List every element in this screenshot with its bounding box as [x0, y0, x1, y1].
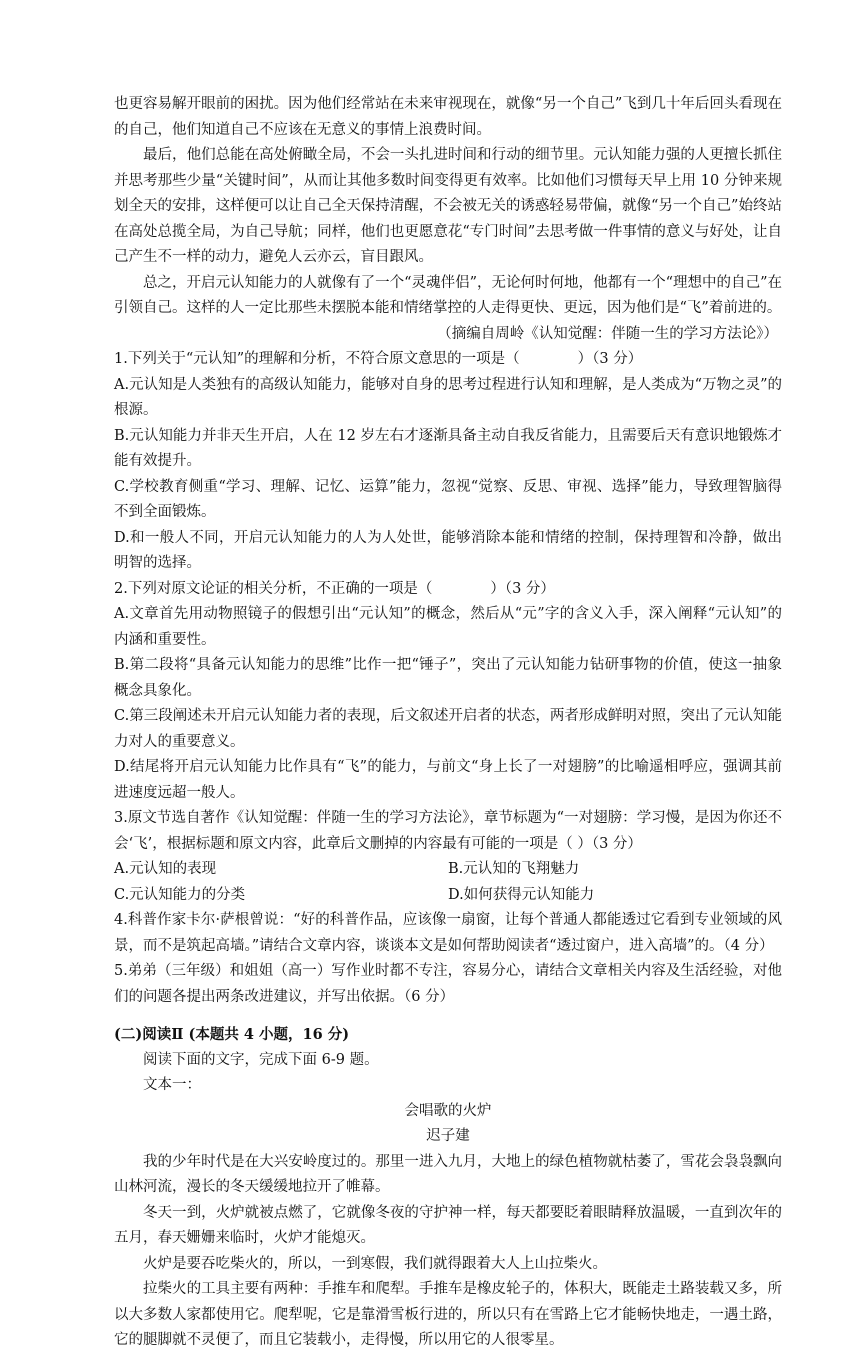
question-1-option-d: D.和一般人不同，开启元认知能力的人为人处世，能够消除本能和情绪的控制，保持理智和冷静，做出明智的选择。 [114, 529, 782, 571]
question-2-option-a: A.文章首先用动物照镜子的假想引出“元认知”的概念，然后从“元”字的含义入手，深入阐释“元认知”的内涵和重要性。 [114, 606, 782, 648]
question-1-option-c: C.学校教育侧重“学习、理解、记忆、运算”能力，忽视“觉察、反思、审视、选择”能力，导致理智脑得不到全面锻炼。 [114, 478, 782, 520]
question-4: 4.科普作家卡尔·萨根曾说：“好的科普作品，应该像一扇窗，让每个普通人都能透过它看到专业领域的风景，而不是筑起高墙。”请结合文章内容，谈谈本文是如何帮助阅读者“透过窗户，进入高墙”的。（4 分） [114, 912, 782, 954]
article-paragraph: 火炉是要吞吃柴火的，所以，一到寒假，我们就得跟着大人上山拉柴火。 [143, 1255, 607, 1272]
passage-paragraph: 总之，开启元认知能力的人就像有了一个“灵魂伴侣”，无论何时何地，他都有一个“理想中的自己”在引领自己。这样的人一定比那些未摆脱本能和情绪掌控的人走得更快、更远，因为他们是“飞”着前进的。 [114, 274, 782, 316]
question-2-stem: 2.下列对原文论证的相关分析，不正确的一项是（ ）（3 分） [114, 580, 555, 597]
question-3-options-row [114, 857, 782, 883]
section-heading: (二)阅读Ⅱ (本题共 4 小题，16 分) [114, 1026, 350, 1043]
question-3-stem: 3.原文节选自著作《认知觉醒：伴随一生的学习方法论》，章节标题为“一对翅膀：学习慢，是因为你还不会‘飞’，根据标题和原文内容，此章后文删掉的内容最有可能的一项是（ ）（3 分） [114, 810, 782, 852]
question-1-stem: 1.下列关于“元认知”的理解和分析，不符合原文意思的一项是（ ）（3 分） [114, 351, 643, 367]
question-2-option-c: C.第三段阐述未开启元认知能力者的表现，后文叙述开启者的状态，两者形成鲜明对照，突出了元认知能力对人的重要意义。 [114, 708, 782, 750]
question-5: 5.弟弟（三年级）和姐姐（高一）写作业时都不专注，容易分心，请结合文章相关内容及生活经验，对他们的问题各提出两条改进建议，并写出依据。（6 分） [114, 963, 782, 1005]
passage-paragraph: 最后，他们总能在高处俯瞰全局，不会一头扎进时间和行动的细节里。元认知能力强的人更擅长抓住并思考那些少量“关键时间”，从而让其他多数时间变得更有效率。比如他们习惯每天早上用 10 分钟来规划全天的安排，这样便可以让自己全天保持清醒，不会被无关的诱惑轻易带偏，就像“另一个自己”始终站在高处总揽全局，为自己导航；同样，他们也更愿意花“专门时间”去思考做一件事情的意义与好处，让自己产生不一样的动力，避免人云亦云，盲目跟风。 [114, 147, 782, 265]
question-1-option-b: B.元认知能力并非天生开启，人在 12 岁左右才逐渐具备主动自我反省能力，且需要后天有意识地锻炼才能有效提升。 [114, 427, 782, 469]
article-author: 迟子建 [426, 1128, 470, 1144]
article-paragraph: 冬天一到，火炉就被点燃了，它就像冬夜的守护神一样，每天都要眨着眼睛释放温暖，一直到次年的五月，春天姗姗来临时，火炉才能熄灭。 [114, 1204, 782, 1246]
section-instruction: 阅读下面的文字，完成下面 6-9 题。 [143, 1051, 379, 1068]
source-citation: （摘编自周岭《认知觉醒：伴随一生的学习方法论》） [437, 325, 778, 342]
question-1-option-a: A.元认知是人类独有的高级认知能力，能够对自身的思考过程进行认知和理解，是人类成为“万物之灵”的根源。 [114, 376, 782, 418]
document-page [114, 92, 782, 1354]
text-label: 文本一： [143, 1077, 201, 1093]
article-paragraph: 我的少年时代是在大兴安岭度过的。那里一进入九月，大地上的绿色植物就枯萎了，雪花会袅袅飘向山林河流，漫长的冬天缓缓地拉开了帷幕。 [114, 1153, 782, 1195]
question-3-option-b: B.元认知的飞翔魅力 [448, 861, 580, 877]
passage-paragraph: 也更容易解开眼前的困扰。因为他们经常站在未来审视现在，就像“另一个自己”飞到几十年后回头看现在的自己，他们知道自己不应该在无意义的事情上浪费时间。 [114, 96, 782, 138]
question-2-option-d: D.结尾将开启元认知能力比作具有“飞”的能力，与前文“身上长了一对翅膀”的比喻遥相呼应，强调其前进速度远超一般人。 [114, 759, 782, 801]
question-3-options-row [114, 883, 782, 909]
article-title: 会唱歌的火炉 [404, 1102, 492, 1119]
article-paragraph: 拉柴火的工具主要有两种：手推车和爬犁。手推车是橡皮轮子的，体积大，既能走土路装载又多，所以大多数人家都使用它。爬犁呢，它是靠滑雪板行进的，所以只有在雪路上它才能畅快地走，一遇土路，它的腿脚就不灵便了，而且它装载小，走得慢，所以用它的人很零星。 [114, 1281, 782, 1348]
question-2-option-b: B.第二段将“具备元认知能力的思维”比作一把“锤子”，突出了元认知能力钻研事物的价值，使这一抽象概念具象化。 [114, 657, 782, 699]
question-3-option-a: A.元认知的表现 [114, 861, 217, 877]
question-3-option-d: D.如何获得元认知能力 [448, 886, 595, 903]
question-3-option-c: C.元认知能力的分类 [114, 886, 246, 903]
